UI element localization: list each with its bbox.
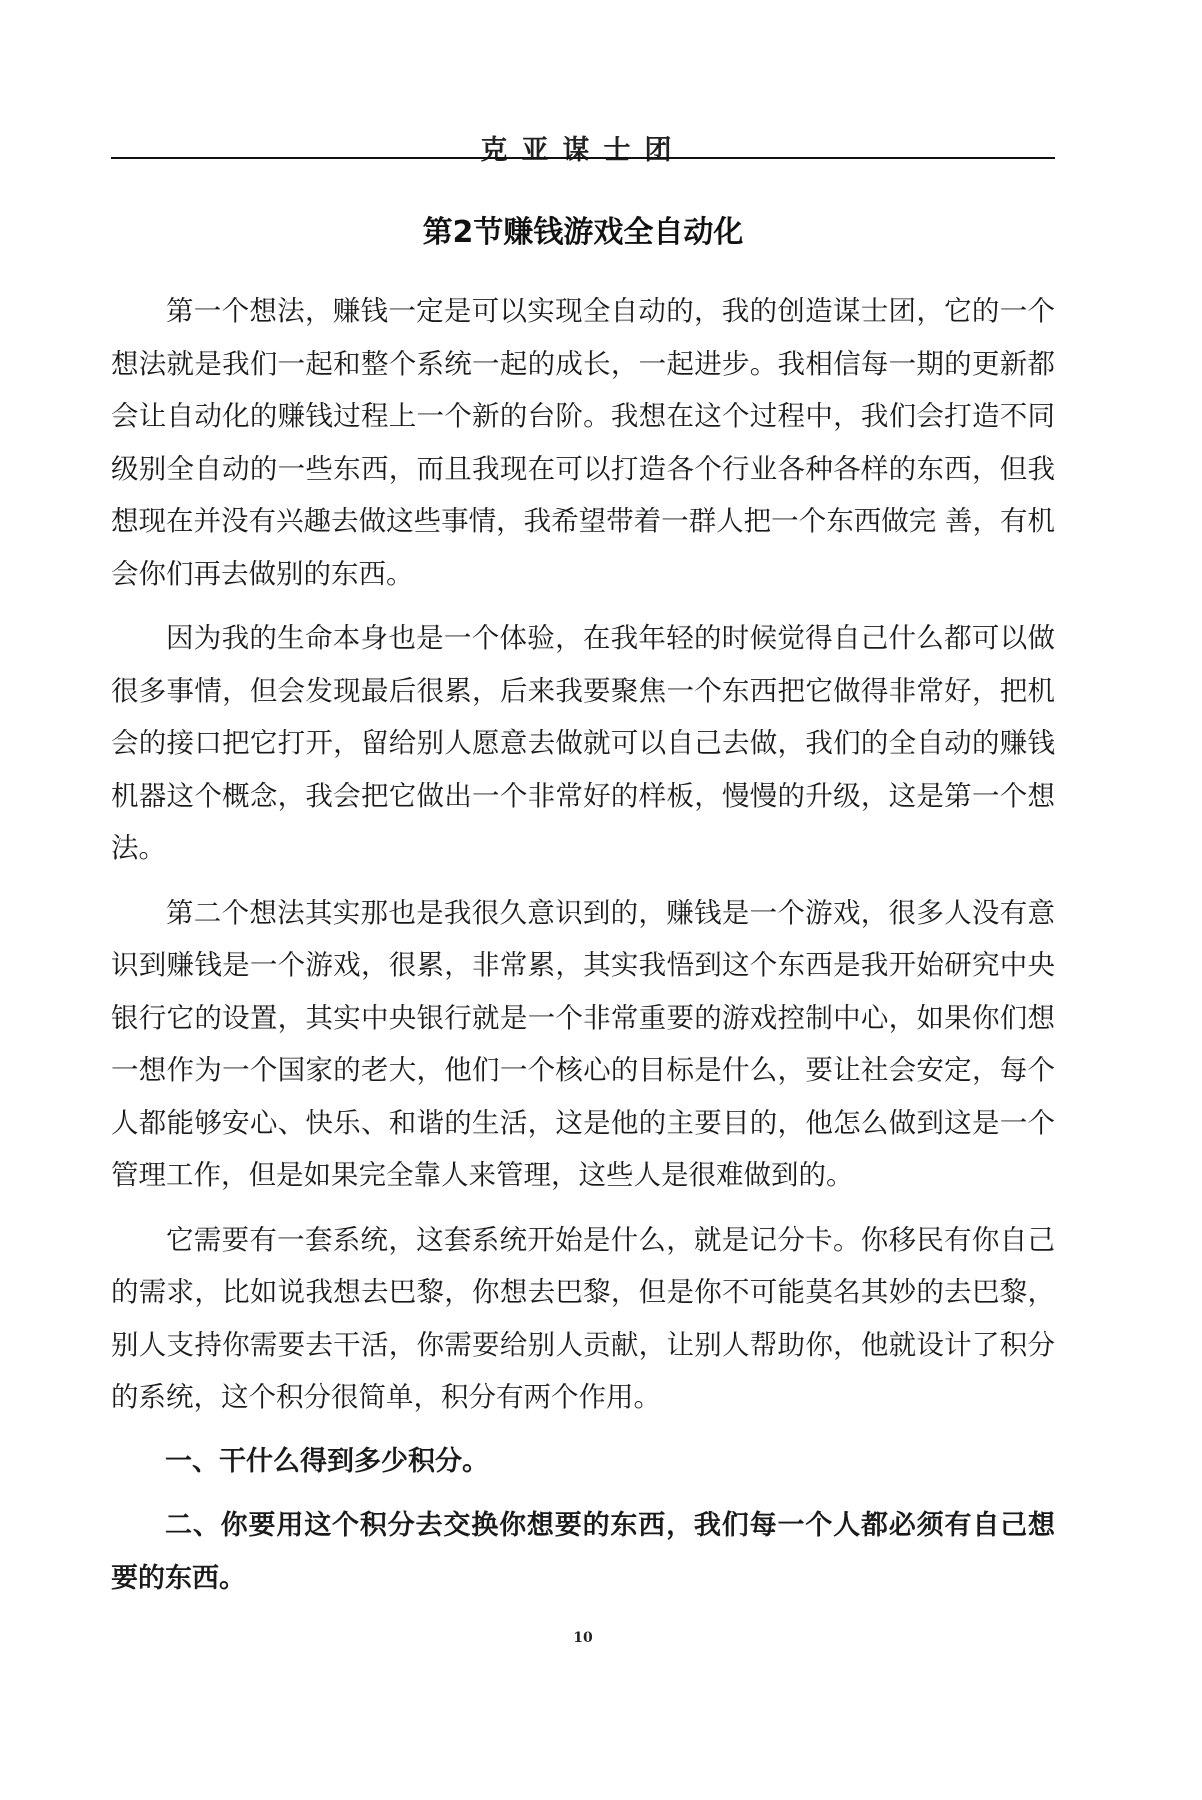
running-header: 克亚谋士团	[480, 135, 686, 166]
list-item-bold: 一、干什么得到多少积分。	[165, 1445, 489, 1477]
header-rule	[111, 157, 1055, 159]
list-item-bold: 二、你要用这个积分去交换你想要的东西，我们每一个人都必须有自己想要的东西。	[111, 1510, 1055, 1594]
paragraph: 第一个想法，赚钱一定是可以实现全自动的，我的创造谋士团，它的一个想法就是我们一起和整个系统一起的成长，一起进步。我相信每一期的更新都会让自动化的赚钱过程上一个新的台阶。我想在这个过程中，我们会打造不同级别全自动的一些东西，而且我现在可以打造各个行业各种各样的东西，但我想现在并没有兴趣去做这些事情，我希望带着一群人把一个东西做完 善，有机会你们再去做别的东西。	[111, 295, 1055, 590]
paragraph: 它需要有一套系统，这套系统开始是什么，就是记分卡。你移民有你自己的需求，比如说我想去巴黎，你想去巴黎，但是你不可能莫名其妙的去巴黎，别人支持你需要去干活，你需要给别人贡献，让别人帮助你，他就设计了积分的系统，这个积分很简单，积分有两个作用。	[111, 1223, 1055, 1413]
paragraph: 第二个想法其实那也是我很久意识到的，赚钱是一个游戏，很多人没有意识到赚钱是一个游戏，很累，非常累，其实我悟到这个东西是我开始研究中央银行它的设置，其实中央银行就是一个非常重要的游戏控制中心，如果你们想一想作为一个国家的老大，他们一个核心的目标是什么，要让社会安定，每个人都能够安心、快乐、和谐的生活，这是他的主要目的，他怎么做到这是一个管理工作，但是如果完全靠人来管理，这些人是很难做到的。	[111, 896, 1055, 1191]
section-title: 第2节赚钱游戏全自动化	[422, 215, 744, 250]
paragraph: 因为我的生命本身也是一个体验，在我年轻的时候觉得自己什么都可以做很多事情，但会发现最后很累，后来我要聚焦一个东西把它做得非常好，把机会的接口把它打开，留给别人愿意去做就可以自己去做，我们的全自动的赚钱机器这个概念，我会把它做出一个非常好的样板，慢慢的升级，这是第一个想法。	[111, 622, 1055, 864]
page-number: 10	[573, 1630, 593, 1646]
body-text	[111, 285, 1055, 1617]
